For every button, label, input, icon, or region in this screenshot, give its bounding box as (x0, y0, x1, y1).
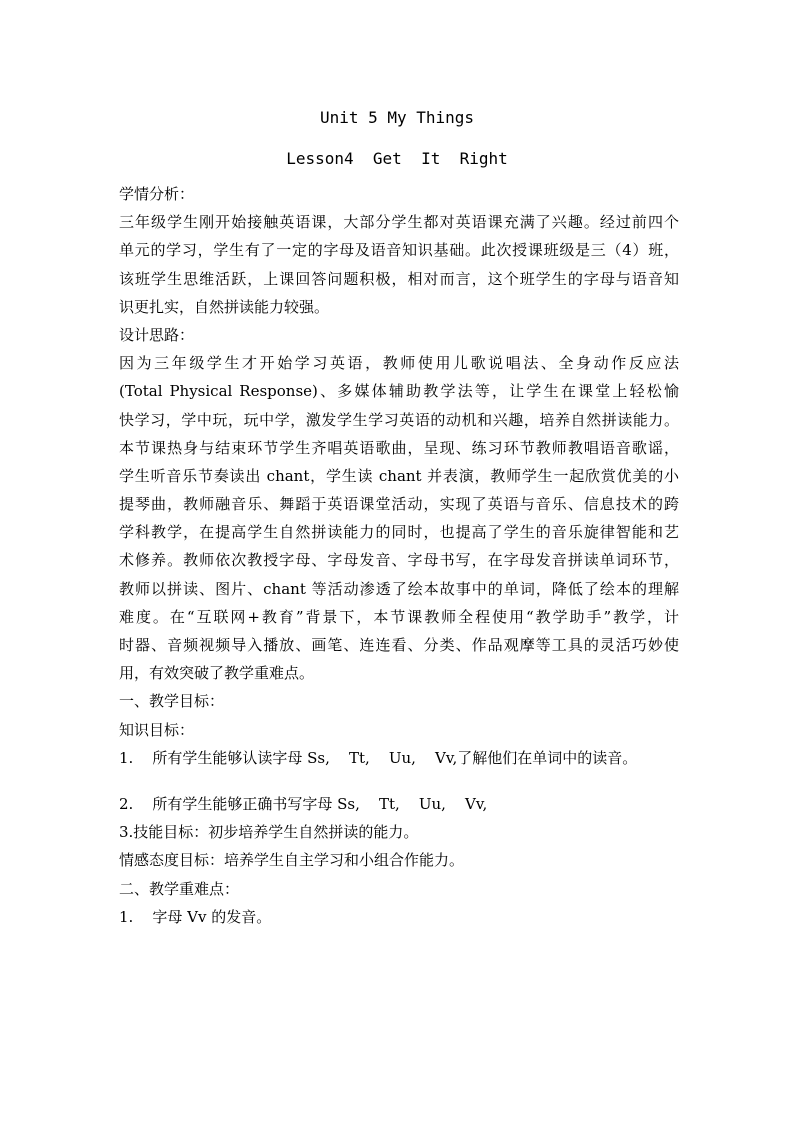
blank-gap (119, 772, 679, 790)
paragraph-line: 教师以拼读、图片、chant 等活动渗透了绘本故事中的单词，降低了绘本的理解 (119, 579, 679, 598)
goal-item-3: 3.技能目标：初步培养学生自然拼读的能力。 (119, 823, 419, 842)
paragraph-line: 用，有效突破了教学重难点。 (119, 664, 315, 683)
paragraph-line: 快学习，学中玩，玩中学，激发学生学习英语的动机和兴趣，培养自然拼读能力。 (119, 410, 679, 429)
paragraph-line: 提琴曲，教师融音乐、舞蹈于英语课堂活动，实现了英语与音乐、信息技术的跨 (119, 495, 679, 514)
paragraph-line: 时器、音频视频导入播放、画笔、连连看、分类、作品观摩等工具的灵活巧妙使 (119, 636, 679, 654)
paragraph-line: (Total Physical Response)、多媒体辅助教学法等，让学生在课堂上轻松愉 (119, 382, 679, 401)
learning-analysis-heading: 学情分析： (119, 185, 195, 203)
paragraph-line: 识更扎实，自然拼读能力较强。 (119, 297, 330, 316)
lesson-title: Lesson4 Get It Right (286, 149, 508, 168)
knowledge-heading: 知识目标： (119, 720, 195, 739)
paragraph-line: 术修养。教师依次教授字母、字母发音、字母书写，在字母发音拼读单词环节， (119, 551, 679, 570)
document-body (119, 180, 679, 931)
emotion-goal: 情感态度目标：培养学生自主学习和小组合作能力。 (119, 851, 465, 870)
goal-item-2: 2. 所有学生能够正确书写字母 Ss, Tt, Uu, Vv, (119, 794, 488, 813)
paragraph-line: 学生听音乐节奏读出 chant，学生读 chant 并表演，教师学生一起欣赏优美的小 (119, 466, 679, 485)
goals-heading: 一、教学目标： (119, 692, 225, 711)
difficulty-item-1: 1. 字母 Vv 的发音。 (119, 907, 272, 926)
design-heading: 设计思路： (119, 325, 195, 344)
paragraph-line: 三年级学生刚开始接触英语课，大部分学生都对英语课充满了兴趣。经过前四个 (119, 213, 679, 232)
paragraph-line: 难度。在“互联网+教育”背景下，本节课教师全程使用“教学助手”教学，计 (119, 607, 679, 626)
paragraph-line: 本节课热身与结束环节学生齐唱英语歌曲，呈现、练习环节教师教唱语音歌谣， (119, 438, 679, 457)
paragraph-line: 学科教学，在提高学生自然拼读能力的同时，也提高了学生的音乐旋律智能和艺 (119, 523, 679, 542)
unit-title: Unit 5 My Things (319, 108, 475, 127)
difficulties-heading: 二、教学重难点： (119, 879, 240, 898)
goal-item-1: 1. 所有学生能够认读字母 Ss, Tt, Uu, Vv,了解他们在单词中的读音。 (119, 748, 638, 767)
paragraph-line: 该班学生思维活跃，上课回答问题积极，相对而言，这个班学生的字母与语音知 (119, 269, 679, 288)
paragraph-line: 因为三年级学生才开始学习英语，教师使用儿歌说唱法、全身动作反应法 (119, 354, 679, 373)
paragraph-line: 单元的学习，学生有了一定的字母及语音知识基础。此次授课班级是三（4）班， (119, 241, 679, 260)
